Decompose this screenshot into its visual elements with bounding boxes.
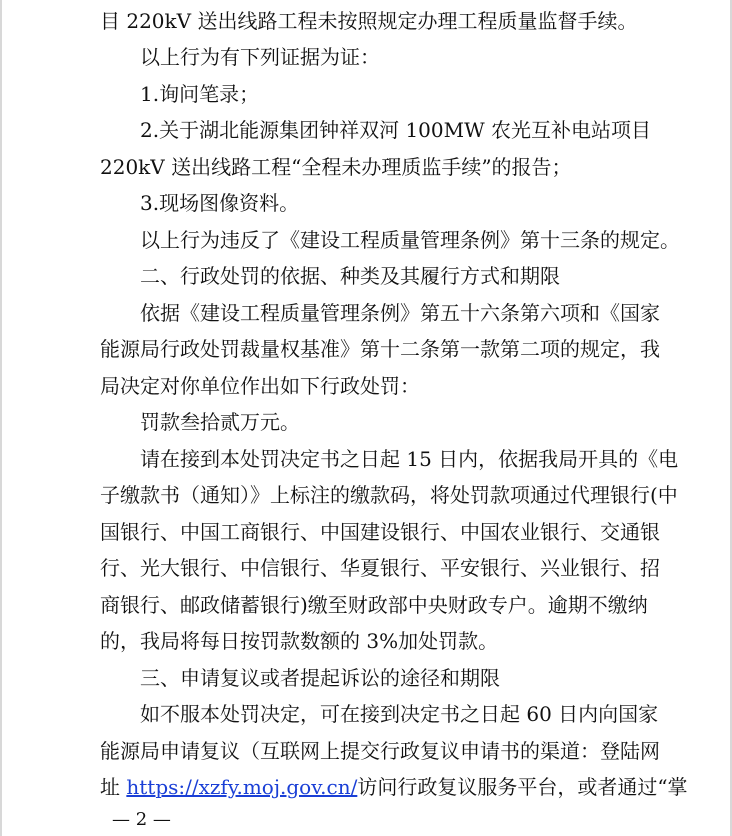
- text-line: 目 220kV 送出线路工程未按照规定办理工程质量监督手续。: [100, 9, 638, 33]
- text-line: 罚款叁拾贰万元。: [140, 410, 300, 434]
- text-line: 3.现场图像资料。: [140, 191, 300, 215]
- text-line: 以上行为有下列证据为证：: [140, 45, 380, 69]
- text-line-with-link: [100, 769, 688, 805]
- page-number: — 2 —: [112, 809, 171, 830]
- text-line: 如不服本处罚决定，可在接到决定书之日起 60 日内向国家: [140, 702, 659, 726]
- text-line: 局决定对你单位作出如下行政处罚：: [100, 374, 420, 398]
- text-line: 请在接到本处罚决定书之日起 15 日内，依据我局开具的《电: [140, 447, 679, 471]
- text-line: 商银行、邮政储蓄银行)缴至财政部中央财政专户。逾期不缴纳: [100, 593, 648, 617]
- text-line: 国银行、中国工商银行、中国建设银行、中国农业银行、交通银: [100, 520, 660, 544]
- text-line: 以上行为违反了《建设工程质量管理条例》第十三条的规定。: [140, 228, 680, 252]
- text-line: 2.关于湖北能源集团钟祥双河 100MW 农光互补电站项目: [140, 118, 652, 142]
- text-line: 的，我局将每日按罚款数额的 3%加处罚款。: [100, 629, 499, 653]
- text-line: 能源局申请复议（互联网上提交行政复议申请书的渠道：登陆网: [100, 739, 660, 763]
- link-suffix: 访问行政复议服务平台，或者通过“掌: [357, 775, 688, 799]
- text-line: 220kV 送出线路工程“全程未办理质监手续”的报告；: [100, 155, 572, 179]
- text-line: 依据《建设工程质量管理条例》第五十六条第六项和《国家: [140, 301, 660, 325]
- page-edge-left: [0, 0, 2, 836]
- section-heading: 二、行政处罚的依据、种类及其履行方式和期限: [140, 264, 560, 288]
- text-line: 1.询问笔录；: [140, 82, 260, 106]
- xzfy-link[interactable]: https://xzfy.moj.gov.cn/: [126, 775, 358, 799]
- text-line: 行、光大银行、中信银行、华夏银行、平安银行、兴业银行、招: [100, 556, 660, 580]
- section-heading: 三、申请复议或者提起诉讼的途径和期限: [140, 666, 500, 690]
- text-line: 子缴款书（通知）》上标注的缴款码，将处罚款项通过代理银行(中: [100, 483, 678, 507]
- text-line: 能源局行政处罚裁量权基准》第十二条第一款第二项的规定，我: [100, 337, 660, 361]
- link-prefix: 址: [100, 775, 127, 799]
